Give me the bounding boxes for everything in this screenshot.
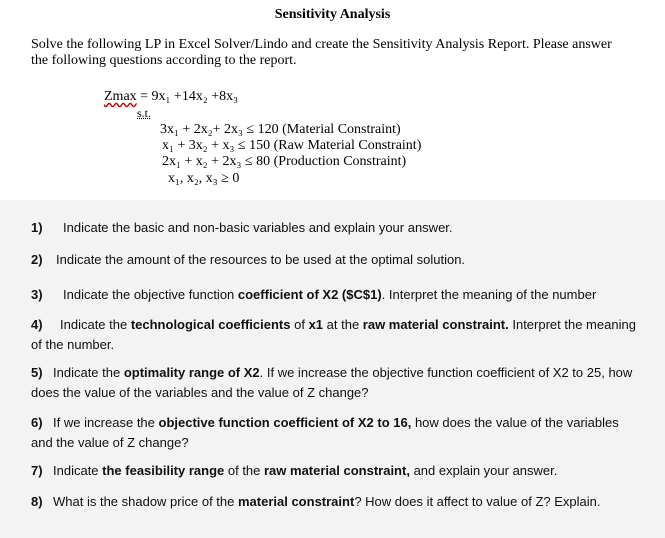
question-text: ? How does it affect to value of Z? Explain. bbox=[354, 494, 601, 509]
subject-to-label: s.t. bbox=[137, 106, 152, 120]
question-text: Indicate bbox=[53, 463, 103, 478]
question-text: Indicate the basic and non-basic variables and explain your answer. bbox=[63, 220, 453, 235]
question-text: of the bbox=[224, 463, 264, 478]
question-emphasis: raw material constraint, bbox=[264, 463, 410, 478]
question-text: at the bbox=[323, 317, 363, 332]
question-text: Indicate the objective function bbox=[63, 287, 238, 302]
question-text: Indicate the bbox=[60, 317, 131, 332]
objective-label: Zmax bbox=[104, 89, 137, 104]
question-emphasis: x1 bbox=[308, 317, 324, 332]
question-emphasis: coefficient of X2 ($C$1) bbox=[237, 287, 382, 302]
question-1 bbox=[31, 218, 641, 238]
question-7 bbox=[31, 461, 641, 481]
question-number: 8) bbox=[31, 494, 43, 509]
objective-function bbox=[104, 89, 238, 105]
question-emphasis: optimality range of X2 bbox=[123, 365, 260, 380]
question-emphasis: material constraint bbox=[237, 494, 355, 509]
question-text: . Interpret the meaning of the number bbox=[381, 287, 597, 302]
constraint-nonnegativity: x₁, x₂, x₃ ≥ 0 bbox=[168, 171, 240, 186]
intro-paragraph: Solve the following LP in Excel Solver/Lindo and create the Sensitivity Analysis Report. Please answer the following questions according to the report. bbox=[31, 37, 612, 68]
question-text: of bbox=[290, 317, 309, 332]
question-emphasis: technological coefficients bbox=[130, 317, 291, 332]
question-text: and explain your answer. bbox=[409, 463, 558, 478]
question-number: 2) bbox=[31, 252, 43, 267]
constraint-raw-material: x₁ + 3x₂ + x₃ ≤ 150 (Raw Material Constraint) bbox=[162, 138, 422, 153]
question-2 bbox=[31, 250, 641, 270]
question-text: What is the shadow price of the bbox=[53, 494, 238, 509]
question-number: 3) bbox=[31, 287, 43, 302]
question-text: Interpret the meaning of the number. bbox=[31, 317, 636, 352]
problem-statement bbox=[0, 0, 665, 200]
constraint-material: 3x₁ + 2x₂+ 2x₃ ≤ 120 (Material Constraint) bbox=[160, 122, 401, 137]
question-text: If we increase the bbox=[53, 415, 159, 430]
question-text: Indicate the bbox=[53, 365, 124, 380]
question-4 bbox=[31, 315, 641, 355]
constraint-production: 2x₁ + x₂ + 2x₃ ≤ 80 (Production Constraint) bbox=[162, 154, 407, 169]
page-title: Sensitivity Analysis bbox=[274, 7, 391, 22]
question-emphasis: the feasibility range bbox=[102, 463, 225, 478]
question-number: 5) bbox=[31, 365, 43, 380]
objective-expression: = 9x₁ +14x₂ +8x₃ bbox=[140, 89, 238, 104]
question-emphasis: raw material constraint. bbox=[362, 317, 509, 332]
question-number: 6) bbox=[31, 415, 43, 430]
question-number: 7) bbox=[31, 463, 43, 478]
question-emphasis: objective function coefficient of X2 to 16, bbox=[158, 415, 412, 430]
question-text: Indicate the amount of the resources to be used at the optimal solution. bbox=[56, 252, 466, 267]
statement-background bbox=[0, 0, 665, 200]
question-text: how does the value of the variables and the value of Z change? bbox=[31, 415, 619, 450]
question-5 bbox=[31, 363, 641, 403]
question-number: 4) bbox=[31, 317, 43, 332]
questions-section bbox=[0, 200, 665, 538]
question-6 bbox=[31, 413, 641, 453]
question-8 bbox=[31, 492, 641, 512]
question-3 bbox=[31, 285, 641, 305]
question-text: . If we increase the objective function coefficient of X2 to 25, how does the value of the variables and the value of Z change? bbox=[31, 365, 633, 400]
question-number: 1) bbox=[31, 220, 43, 235]
